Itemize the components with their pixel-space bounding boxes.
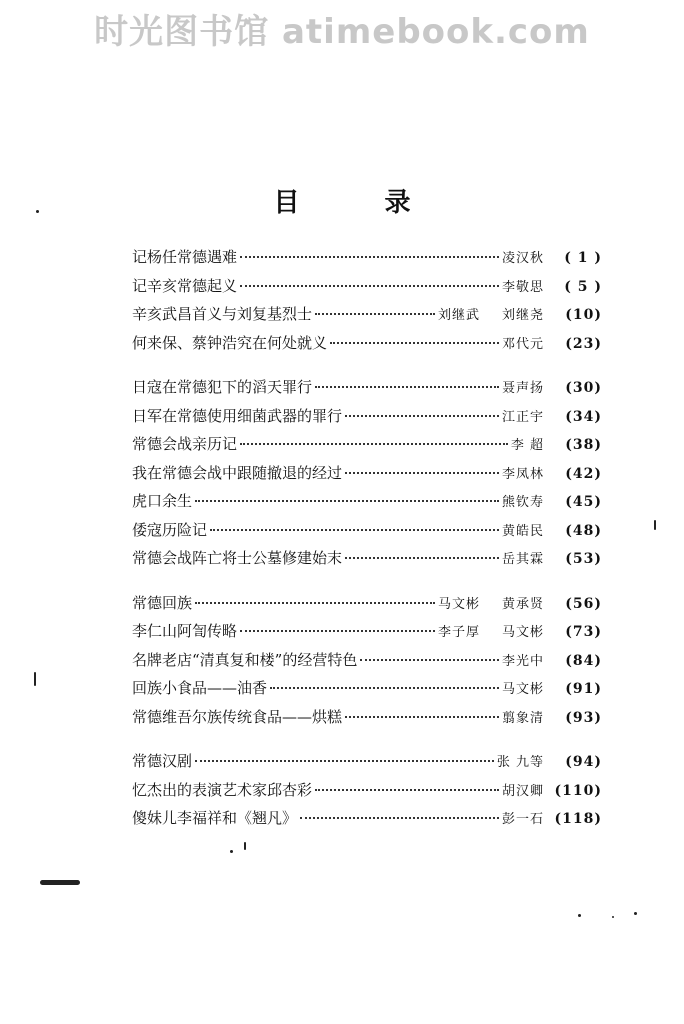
scan-speck: [612, 916, 614, 918]
toc-entry-author: 马文彬: [501, 682, 544, 697]
toc-entry-author: 熊钦寿: [501, 495, 544, 510]
toc-entry-coauthor: 黄承贤: [501, 596, 544, 612]
toc-entry[interactable]: [132, 462, 602, 491]
toc-group: [132, 246, 602, 360]
dot-leader: [360, 659, 499, 661]
toc-entry-page: (30): [565, 380, 602, 396]
dot-leader: [270, 687, 499, 689]
dot-leader: [315, 313, 435, 315]
toc-entry-title: 名牌老店“清真复和楼”的经营特色: [132, 650, 358, 669]
toc-entry[interactable]: [132, 779, 602, 808]
toc-entry-title: 常德维吾尔族传统食品——烘糕: [132, 707, 343, 726]
toc-entry[interactable]: [132, 706, 602, 735]
toc-entry-title: 日军在常德使用细菌武器的罪行: [132, 406, 343, 425]
toc-entry-title: 常德汉剧: [132, 752, 193, 770]
toc-entry-author: 邓代元: [501, 336, 544, 352]
toc-entry-page: (118): [554, 811, 602, 827]
dot-leader: [195, 500, 499, 502]
toc-entry-author: 胡汉卿: [501, 783, 544, 799]
toc-entry-title: 李仁山阿訇传略: [132, 622, 238, 640]
toc-entry-author: 江正宇: [501, 409, 544, 425]
toc-entry-title: 我在常德会战中跟随撤退的经过: [132, 463, 343, 482]
toc-entry-author: 李敬思: [501, 279, 544, 295]
toc-entry-title: 辛亥武昌首义与刘复基烈士: [132, 305, 313, 323]
toc-entry-author: 翦象清: [501, 710, 544, 726]
dot-leader: [345, 415, 499, 417]
dot-leader: [195, 760, 494, 762]
toc-group: [132, 592, 602, 735]
toc-entry[interactable]: [132, 649, 602, 678]
toc-entry-page: (23): [565, 335, 602, 352]
toc-entry-page: (93): [565, 709, 602, 726]
toc-entry-coauthor: 马文彬: [501, 625, 544, 640]
dot-leader: [240, 256, 499, 258]
scan-speck: [578, 914, 581, 917]
toc-entry-title: 忆杰出的表演艺术家邱杏彩: [132, 780, 313, 799]
toc-entry[interactable]: [132, 490, 602, 519]
toc-entry-page: ( 5 ): [564, 278, 602, 295]
toc-group: [132, 376, 602, 576]
toc-entry-author: 聂声扬: [501, 381, 544, 396]
dot-leader: [300, 817, 499, 819]
toc-entry-author: 张 九等: [496, 755, 544, 770]
toc-entry-title: 常德会战亲历记: [132, 435, 238, 453]
toc-entry[interactable]: [132, 376, 602, 405]
toc-entry-page: ( 1 ): [564, 250, 602, 266]
toc-entry[interactable]: [132, 620, 602, 649]
toc-entry[interactable]: [132, 303, 602, 332]
toc-entry-author: 彭一石: [501, 812, 544, 827]
scan-speck: [40, 880, 80, 885]
dot-leader: [210, 529, 499, 531]
watermark: 时光图书馆 atimebook.com: [94, 12, 590, 52]
toc-entry[interactable]: [132, 592, 602, 621]
toc-entry[interactable]: [132, 677, 602, 706]
toc-entry-title: 记辛亥常德起义: [132, 276, 238, 295]
toc-entry-page: (38): [565, 437, 602, 453]
toc-entry-title: 傻妹儿李福祥和《翘凡》: [132, 809, 298, 827]
toc-entry[interactable]: [132, 405, 602, 434]
toc-entry[interactable]: [132, 519, 602, 548]
dot-leader: [345, 557, 499, 559]
toc-entry-title: 倭寇历险记: [132, 520, 208, 539]
toc-entry-page: (34): [565, 408, 602, 425]
toc-entry-page: (94): [565, 754, 602, 770]
toc-entry[interactable]: [132, 433, 602, 462]
toc-entry[interactable]: [132, 275, 602, 304]
toc-entry-title: 虎口余生: [132, 492, 193, 510]
toc-entry-title: 回族小食品——油香: [132, 679, 268, 697]
dot-leader: [330, 342, 499, 344]
toc-entry-title: 常德回族: [132, 593, 193, 612]
toc-entry[interactable]: [132, 750, 602, 779]
table-of-contents: [132, 246, 602, 852]
toc-entry-page: (56): [565, 595, 602, 612]
toc-entry-author: 黄皓民: [501, 523, 544, 539]
toc-entry-author: 李 超: [510, 438, 544, 453]
toc-entry-page: (110): [554, 782, 602, 799]
toc-entry-author: 李光中: [501, 653, 544, 669]
toc-group: [132, 750, 602, 836]
toc-entry[interactable]: [132, 807, 602, 836]
toc-entry[interactable]: [132, 332, 602, 361]
toc-entry-title: 日寇在常德犯下的滔天罪行: [132, 378, 313, 396]
dot-leader: [315, 789, 499, 791]
toc-entry-author: 李子厚: [437, 625, 480, 640]
dot-leader: [315, 386, 499, 388]
toc-entry-page: (45): [565, 494, 602, 510]
toc-entry-page: (53): [565, 551, 602, 567]
toc-entry[interactable]: [132, 547, 602, 576]
dot-leader: [345, 716, 499, 718]
toc-entry-page: (84): [565, 652, 602, 669]
toc-entry[interactable]: [132, 246, 602, 275]
toc-entry-page: (10): [565, 307, 602, 323]
toc-entry-page: (73): [565, 624, 602, 640]
toc-entry-title: 何来保、蔡钟浩究在何处就义: [132, 333, 328, 352]
toc-entry-title: 记杨任常德遇难: [132, 248, 238, 266]
dot-leader: [240, 443, 508, 445]
scan-speck: [34, 672, 36, 686]
toc-entry-page: (42): [565, 465, 602, 482]
scan-speck: [654, 520, 656, 530]
toc-entry-author: 刘继武: [437, 308, 480, 323]
scan-speck: [230, 850, 233, 853]
toc-entry-author: 马文彬: [437, 596, 480, 612]
toc-entry-title: 常德会战阵亡将士公墓修建始末: [132, 549, 343, 567]
toc-entry-author: 凌汉秋: [501, 251, 544, 266]
toc-entry-author: 岳其霖: [501, 552, 544, 567]
page-title: 目 录: [273, 188, 449, 218]
scan-speck: [244, 842, 246, 850]
toc-entry-author: 李凤林: [501, 466, 544, 482]
scan-speck: [634, 912, 637, 915]
dot-leader: [345, 472, 499, 474]
dot-leader: [195, 602, 435, 604]
toc-entry-coauthor: 刘继尧: [501, 308, 544, 323]
dot-leader: [240, 630, 435, 632]
toc-entry-page: (48): [565, 522, 602, 539]
scan-speck: [36, 210, 39, 213]
toc-entry-page: (91): [565, 681, 602, 697]
dot-leader: [240, 285, 499, 287]
